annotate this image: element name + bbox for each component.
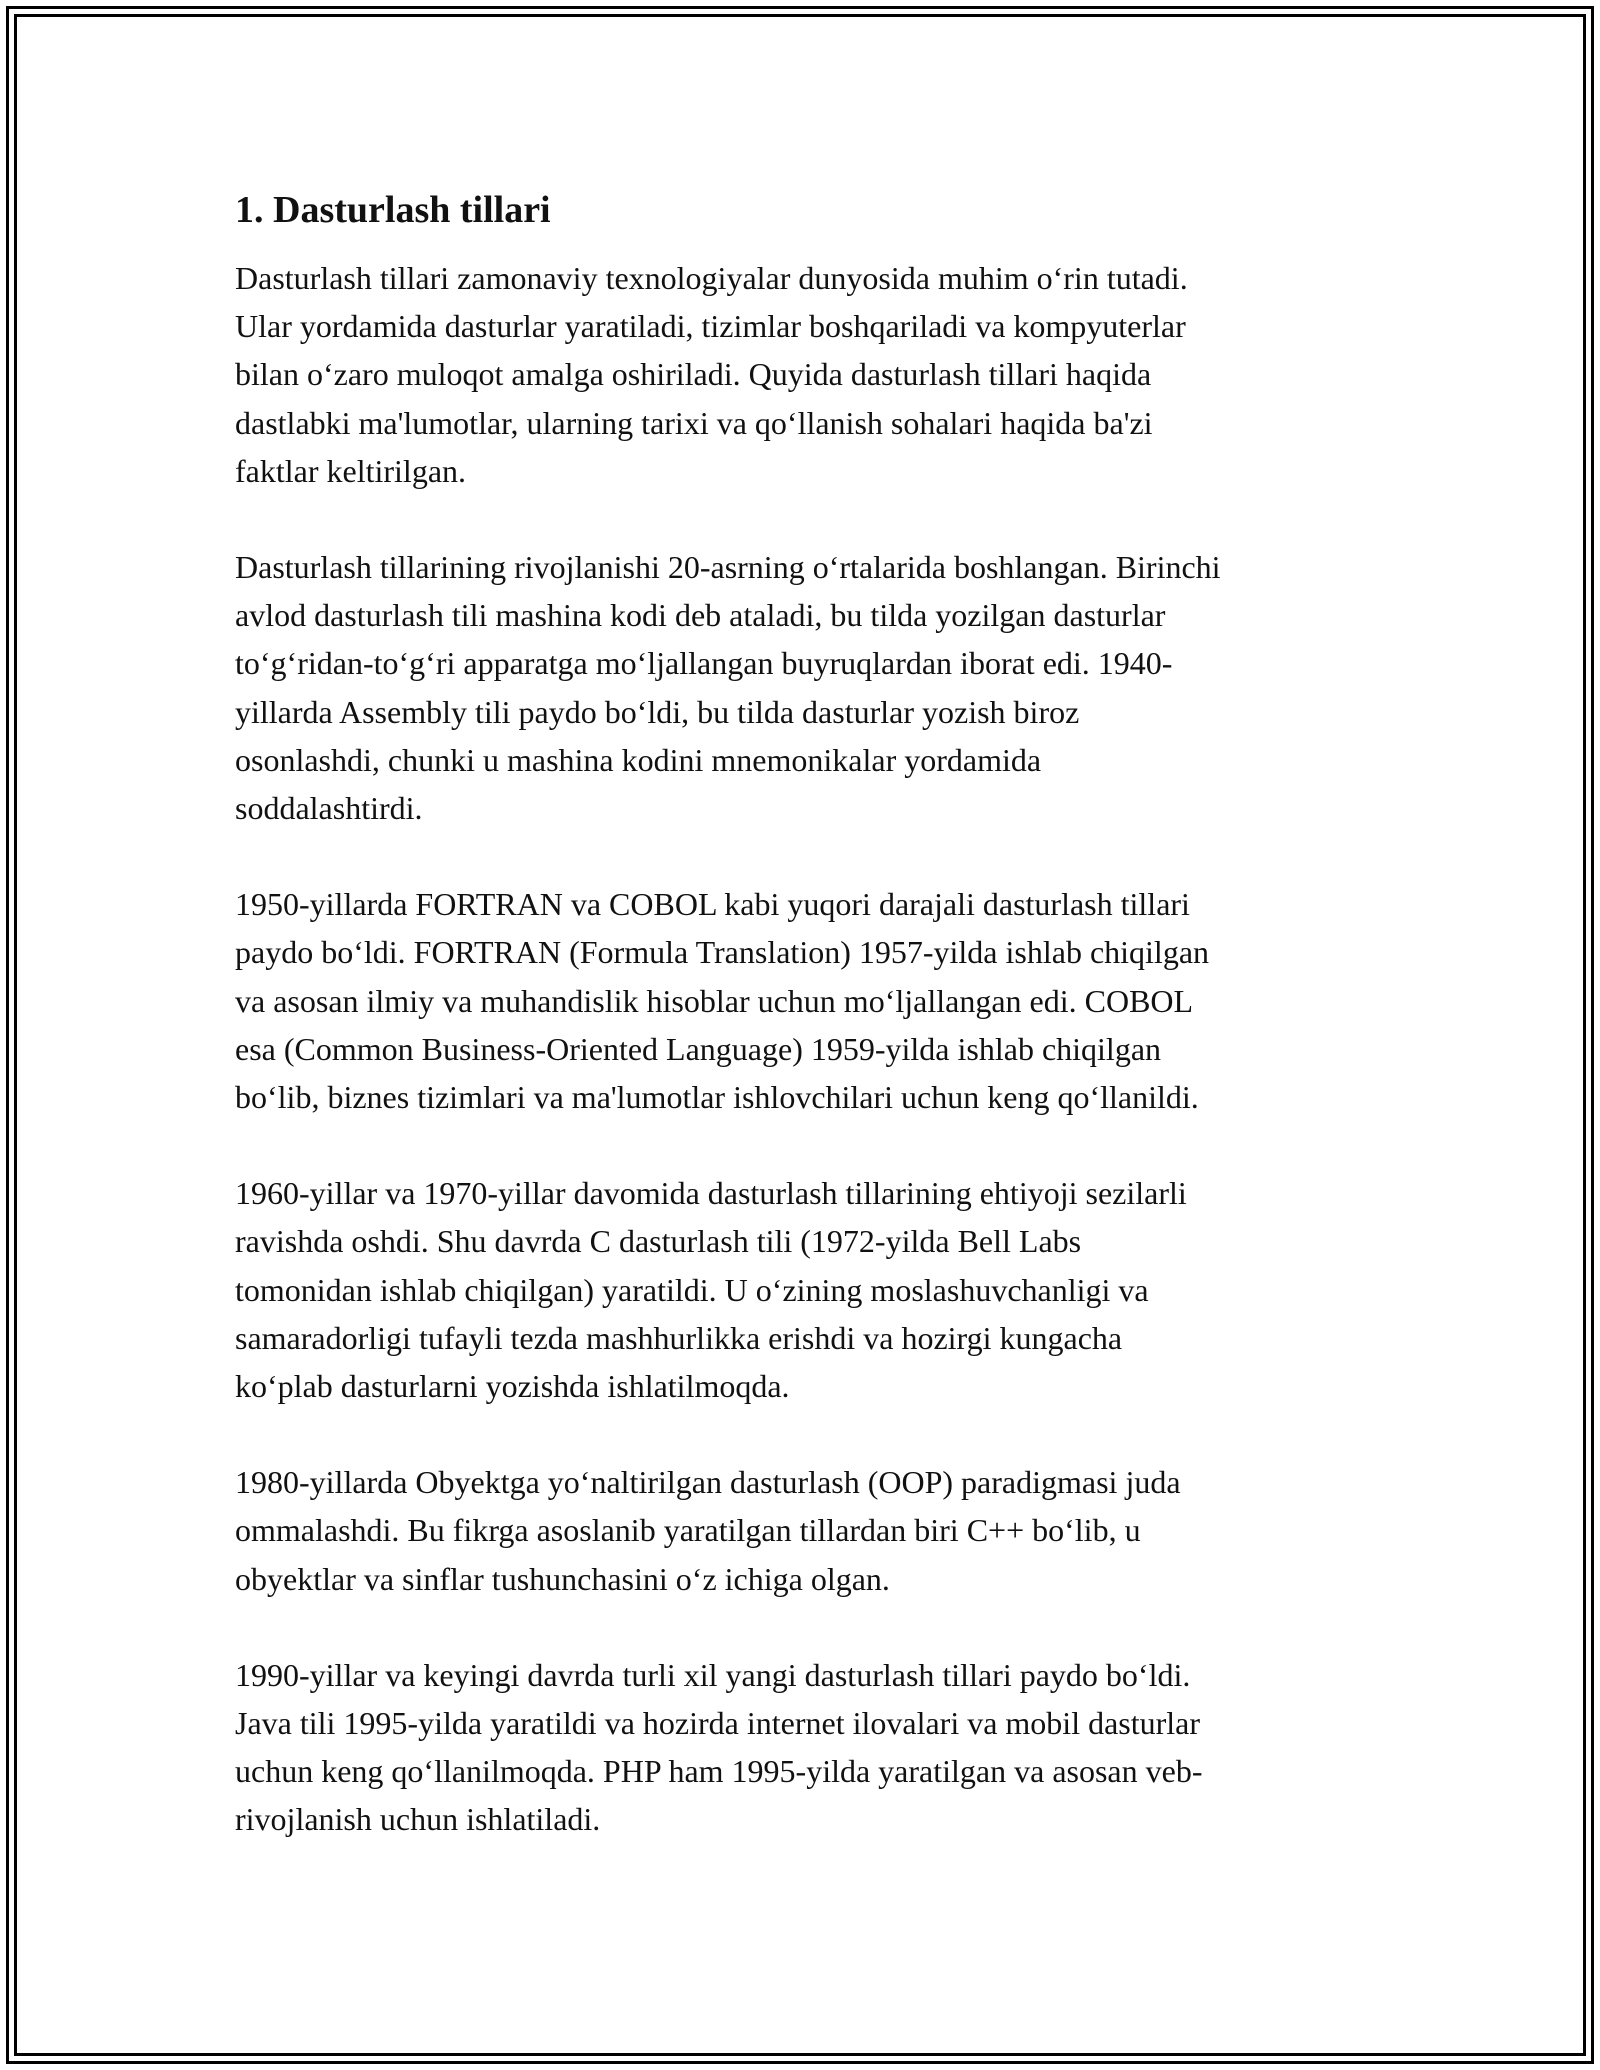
text-line: ommalashdi. Bu fikrga asoslanib yaratilgan tillardan biri C++ bo‘lib, u — [235, 1512, 1141, 1549]
text-line: 1990-yillar va keyingi davrda turli xil yangi dasturlash tillari paydo bo‘ldi. — [235, 1656, 1191, 1693]
text-line: to‘g‘ridan-to‘g‘ri apparatga mo‘ljallangan buyruqlardan iborat edi. 1940- — [235, 645, 1173, 682]
paragraph-1960s-1970s — [235, 1169, 1375, 1410]
text-line: rivojlanish uchun ishlatiladi. — [235, 1801, 601, 1838]
paragraph-1980s — [235, 1458, 1375, 1603]
text-line: bilan o‘zaro muloqot amalga oshiriladi. Quyida dasturlash tillari haqida — [235, 356, 1152, 393]
text-line: 1980-yillarda Obyektga yo‘naltirilgan dasturlash (OOP) paradigmasi juda — [235, 1464, 1181, 1501]
text-line: Java tili 1995-yilda yaratildi va hozirda internet ilovalari va mobil dasturlar — [235, 1705, 1201, 1742]
text-line: samaradorligi tufayli tezda mashhurlikka erishdi va hozirgi kungacha — [235, 1319, 1123, 1356]
paragraph-1990s — [235, 1651, 1375, 1844]
paragraph-history — [235, 543, 1375, 832]
text-line: Dasturlash tillarining rivojlanishi 20-asrning o‘rtalarida boshlangan. Birinchi — [235, 549, 1221, 586]
text-line: va asosan ilmiy va muhandislik hisoblar uchun mo‘ljallangan edi. COBOL — [235, 982, 1194, 1019]
text-line: uchun keng qo‘llanilmoqda. PHP ham 1995-yilda yaratilgan va asosan veb- — [235, 1753, 1203, 1790]
text-line: Ular yordamida dasturlar yaratiladi, tizimlar boshqariladi va kompyuterlar — [235, 308, 1186, 345]
document-body — [235, 186, 1375, 1892]
text-line: faktlar keltirilgan. — [235, 452, 467, 489]
paragraph-1950s — [235, 880, 1375, 1121]
text-line: 1960-yillar va 1970-yillar davomida dasturlash tillarining ehtiyoji sezilarli — [235, 1175, 1187, 1212]
paragraph-intro — [235, 254, 1375, 495]
text-line: Dasturlash tillari zamonaviy texnologiyalar dunyosida muhim o‘rin tutadi. — [235, 260, 1188, 296]
text-line: dastlabki ma'lumotlar, ularning tarixi va qo‘llanish sohalari haqida ba'zi — [235, 404, 1153, 441]
text-line: ko‘plab dasturlarni yozishda ishlatilmoqda. — [235, 1368, 790, 1405]
text-line: 1950-yillarda FORTRAN va COBOL kabi yuqori darajali dasturlash tillari — [235, 886, 1190, 923]
text-line: esa (Common Business-Oriented Language) 1959-yilda ishlab chiqilgan — [235, 1030, 1162, 1067]
text-line: obyektlar va sinflar tushunchasini o‘z ichiga olgan. — [235, 1560, 890, 1597]
text-line: paydo bo‘ldi. FORTRAN (Formula Translation) 1957-yilda ishlab chiqilgan — [235, 934, 1210, 971]
text-line: soddalashtirdi. — [235, 790, 423, 827]
text-line: tomonidan ishlab chiqilgan) yaratildi. U o‘zining moslashuvchanligi va — [235, 1271, 1149, 1308]
text-line: yillarda Assembly tili paydo bo‘ldi, bu tilda dasturlar yozish biroz — [235, 693, 1080, 730]
text-line: bo‘lib, biznes tizimlari va ma'lumotlar ishlovchilari uchun keng qo‘llanildi. — [235, 1079, 1199, 1116]
text-line: ravishda oshdi. Shu davrda C dasturlash tili (1972-yilda Bell Labs — [235, 1223, 1082, 1260]
text-line: avlod dasturlash tili mashina kodi deb ataladi, bu tilda yozilgan dasturlar — [235, 597, 1166, 634]
text-line: osonlashdi, chunki u mashina kodini mnemonikalar yordamida — [235, 741, 1042, 778]
section-heading: 1. Dasturlash tillari — [235, 189, 551, 231]
